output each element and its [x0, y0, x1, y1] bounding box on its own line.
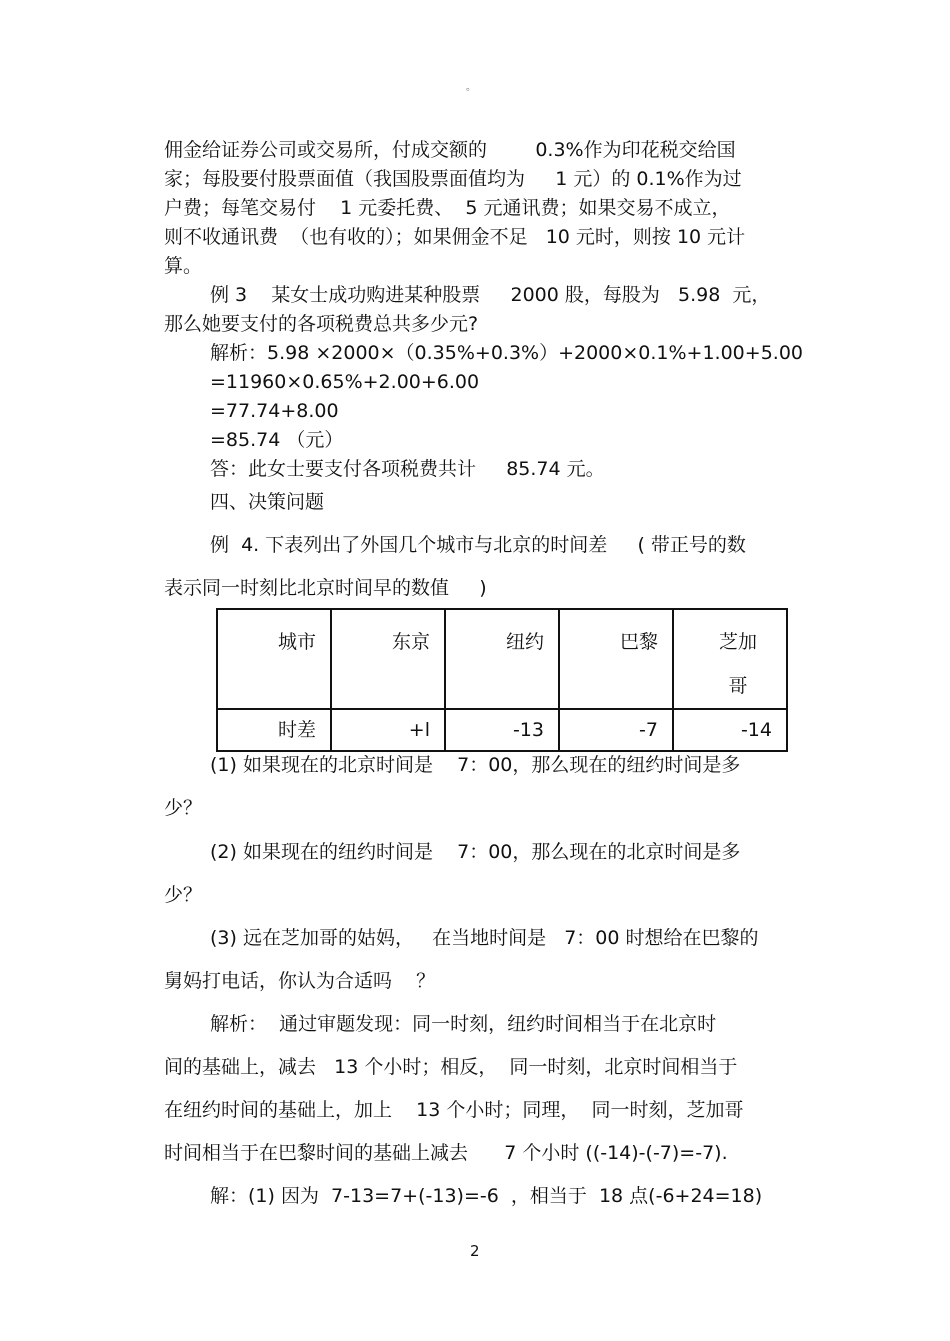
- text-line: 表示同一时刻比北京时间早的数值 ): [164, 577, 487, 599]
- text-line: 则不收通讯费 （也有收的）；如果佣金不足 10 元时，则按 10 元计: [164, 226, 746, 248]
- text-line: 佣金给证券公司或交易所，付成交额的 0.3%作为印花税交给国: [164, 139, 736, 161]
- text-line: 算。: [164, 255, 203, 277]
- analysis-line: 在纽约时间的基础上，加上 13 个小时；同理， 同一时刻，芝加哥: [164, 1099, 744, 1121]
- example-4-heading: 例 4. 下表列出了外国几个城市与北京的时间差 ( 带正号的数: [210, 534, 746, 556]
- analysis-line: 解析： 通过审题发现：同一时刻，纽约时间相当于在北京时: [210, 1013, 717, 1035]
- table-cell: +l: [331, 709, 445, 751]
- table-cell: -7: [559, 709, 673, 751]
- example-3-heading: 例 3 某女士成功购进某种股票 2000 股，每股为 5.98 元，: [210, 284, 771, 306]
- text-line: 家；每股要付股票面值（我国股票面值均为 1 元）的 0.1%作为过: [164, 168, 742, 190]
- analysis-line: 间的基础上，减去 13 个小时；相反， 同一时刻，北京时间相当于: [164, 1056, 738, 1078]
- text-line: 少？: [164, 797, 203, 819]
- table-cell: 城市: [217, 609, 331, 709]
- solution-line: =77.74+8.00: [210, 400, 339, 422]
- question-2: (2) 如果现在的纽约时间是 7：00，那么现在的北京时间是多: [210, 841, 741, 863]
- table-cell: -13: [445, 709, 559, 751]
- table-cell: 时差: [217, 709, 331, 751]
- solution-line: 解：(1) 因为 7-13=7+(-13)=-6 ，相当于 18 点(-6+24=18): [210, 1185, 763, 1207]
- text-line: 少？: [164, 884, 203, 906]
- table-cell: 纽约: [445, 609, 559, 709]
- table-row: [217, 709, 787, 751]
- solution-line: =11960×0.65%+2.00+6.00: [210, 371, 480, 393]
- section-heading: 四、决策问题: [210, 491, 325, 513]
- table-cell: 芝加 哥: [673, 609, 787, 709]
- page-number: 2: [470, 1242, 480, 1260]
- text-line: 那么她要支付的各项税费总共多少元?: [164, 313, 479, 335]
- time-difference-table: [216, 608, 788, 752]
- text-line: 户费；每笔交易付 1 元委托费、 5 元通讯费；如果交易不成立，: [164, 197, 731, 219]
- solution-line: 解析：5.98 ×2000×（0.35%+0.3%）+2000×0.1%+1.00+5.00: [210, 342, 803, 364]
- table-cell: -14: [673, 709, 787, 751]
- text-line: 舅妈打电话，你认为合适吗 ？: [164, 970, 436, 992]
- table-cell: 东京: [331, 609, 445, 709]
- answer-line: 答：此女士要支付各项税费共计 85.74 元。: [210, 458, 605, 480]
- analysis-line: 时间相当于在巴黎时间的基础上减去 7 个小时 ((-14)-(-7)=-7).: [164, 1142, 728, 1164]
- question-3: (3) 远在芝加哥的姑妈， 在当地时间是 7：00 时想给在巴黎的: [210, 927, 759, 949]
- table-header-row: [217, 609, 787, 709]
- table-cell: 巴黎: [559, 609, 673, 709]
- header-mark: 。: [466, 82, 476, 93]
- solution-line: =85.74 （元）: [210, 429, 344, 451]
- question-1: (1) 如果现在的北京时间是 7：00，那么现在的纽约时间是多: [210, 754, 741, 776]
